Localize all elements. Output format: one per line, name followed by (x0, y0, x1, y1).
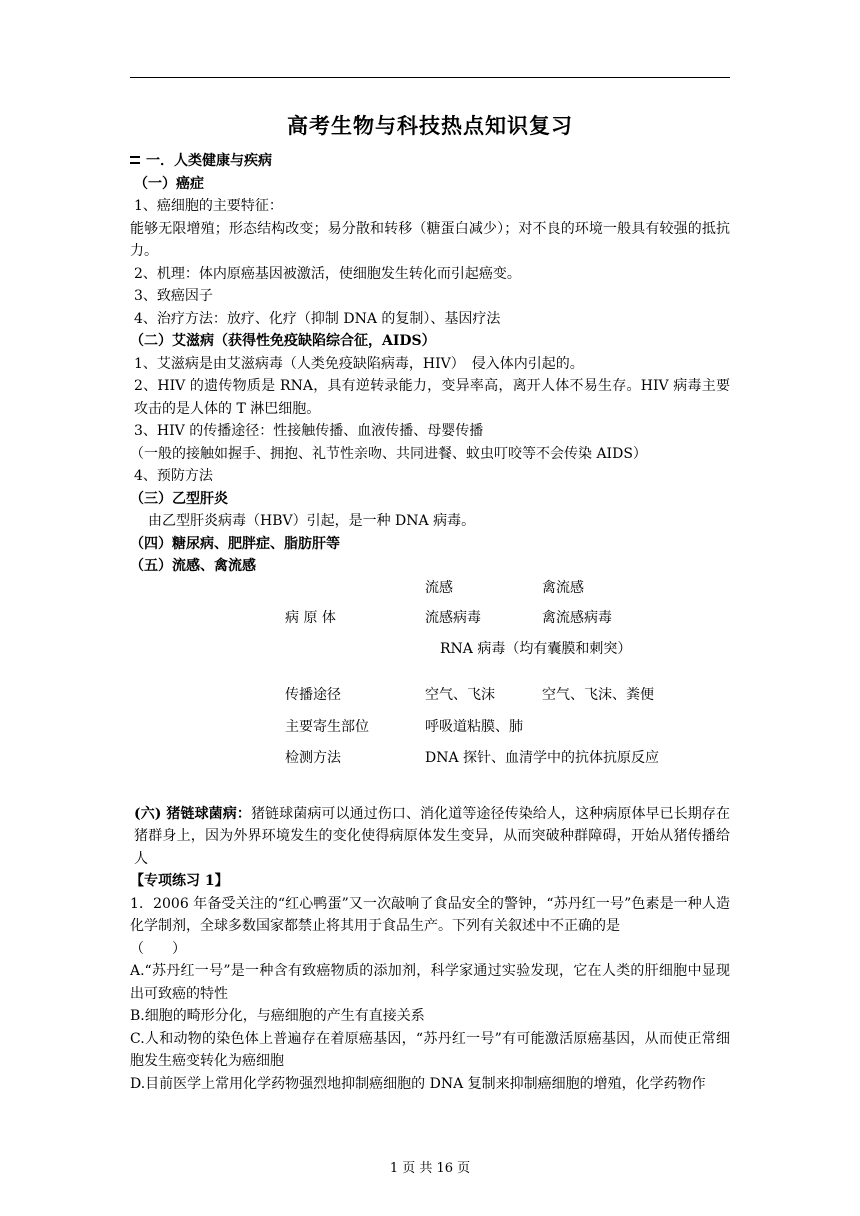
pathogen-avian: 禽流感病毒 (542, 609, 612, 626)
pathogen-label: 病 原 体 (285, 609, 336, 626)
header-rule (130, 77, 730, 78)
hepatitis-heading: （三）乙型肝炎 (130, 490, 228, 507)
section-heading-1: 一．人类健康与疾病 (130, 150, 730, 173)
option-d: D.目前医学上常用化学药物强烈地抑制癌细胞的 DNA 复制来抑制癌细胞的增殖，化学药物作 (130, 1075, 706, 1092)
avian-flu-col-header: 禽流感 (542, 579, 584, 596)
option-b: B.细胞的畸形分化，与癌细胞的产生有直接关系 (130, 1008, 425, 1024)
cancer-item-4: 4、治疗方法：放疗、化疗（抑制 DNA 的复制）、基因疗法 (134, 310, 501, 327)
strep-heading: (六) 猪链球菌病： (134, 805, 251, 822)
cancer-item-1-text: 能够无限增殖；形态结构改变；易分散和转移（糖蛋白减少）；对不良的环境一般具有较强的抵抗力。 (130, 220, 730, 259)
detection-value: DNA 探针、血清学中的抗体抗原反应 (425, 749, 660, 766)
question-1: 1．2006 年备受关注的“红心鸭蛋”又一次敲响了食品安全的警钟，“苏丹红一号”色素是一种人造化学制剂，全球多数国家都禁止将其用于食品生产。下列有关叙述中不正确的是 (130, 895, 730, 934)
parasite-site-label: 主要寄生部位 (285, 718, 369, 735)
cancer-item-2: 2、机理：体内原癌基因被激活，使细胞发生转化而引起癌变。 (134, 265, 521, 282)
aids-item-4: 4、预防方法 (134, 468, 213, 484)
diabetes-heading: （四）糖尿病、肥胖症、脂肪肝等 (130, 535, 340, 552)
pathogen-flu: 流感病毒 (425, 609, 481, 626)
cancer-heading: （一）癌症 (134, 175, 204, 192)
hepatitis-text: 由乙型肝炎病毒（HBV）引起，是一种 DNA 病毒。 (148, 513, 476, 529)
page-title: 高考生物与科技热点知识复习 (287, 114, 573, 138)
strep-text: 猪链球菌病可以通过伤口、消化道等途径传染给人，这种病原体早已长期存在猪群身上，因为外界环境发生的变化使得病原体发生变异，从而突破种群障碍，开始从猪传播给人 (134, 805, 730, 867)
transmission-avian: 空气、飞沫、粪便 (542, 686, 654, 703)
strep-paragraph (130, 803, 730, 871)
section-bullet-icon (130, 156, 140, 164)
option-a: A.“苏丹红一号”是一种含有致癌物质的添加剂，科学家通过实验发现，它在人类的肝细胞中显现出可致癌的特性 (130, 963, 730, 1002)
aids-item-1: 1、艾滋病是由艾滋病毒（人类免疫缺陷病毒，HIV） 侵入体内引起的。 (134, 355, 584, 372)
aids-item-3: 3、HIV 的传播途径：性接触传播、血液传播、母婴传播 (134, 423, 484, 439)
aids-item-3-note: （一般的接触如握手、拥抱、礼节性亲吻、共同进餐、蚊虫叮咬等不会传染 AIDS） (130, 445, 647, 462)
aids-heading: （二）艾滋病（获得性免疫缺陷综合征，AIDS） (130, 333, 436, 349)
transmission-flu: 空气、飞沫 (425, 686, 495, 703)
flu-col-header: 流感 (425, 579, 453, 596)
transmission-label: 传播途径 (285, 686, 341, 703)
option-c: C.人和动物的染色体上普遍存在着原癌基因，“苏丹红一号”有可能激活原癌基因，从而使正常细胞发生癌变转化为癌细胞 (130, 1030, 730, 1069)
flu-comparison-table (130, 578, 730, 803)
practice-heading: 【专项练习 1】 (130, 873, 229, 889)
parasite-site-value: 呼吸道粘膜、肺 (425, 718, 523, 735)
detection-label: 检测方法 (285, 749, 341, 766)
question-1-blank: （ ） (130, 940, 186, 957)
rna-virus-note: RNA 病毒（均有囊膜和刺突） (440, 640, 632, 657)
document-body (130, 150, 730, 1095)
cancer-item-3: 3、致癌因子 (134, 288, 213, 304)
cancer-item-1: 1、癌细胞的主要特征： (134, 198, 283, 214)
flu-heading: （五）流感、禽流感 (130, 558, 256, 574)
aids-item-2: 2、HIV 的遗传物质是 RNA，具有逆转录能力，变异率高，离开人体不易生存。HIV 病毒主要攻击的是人体的 T 淋巴细胞。 (134, 378, 730, 417)
page-footer: 1 页 共 16 页 (389, 1161, 471, 1176)
